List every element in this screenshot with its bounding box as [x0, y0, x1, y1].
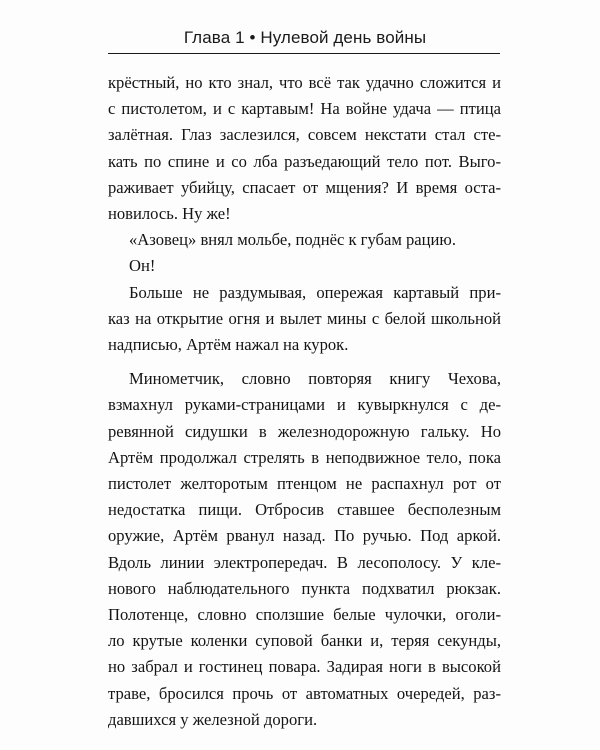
text-line: траве, бросился прочь от автоматных очередей, раз-	[108, 683, 501, 703]
text-line: Минометчик, словно повторяя книгу Чехова,	[129, 369, 501, 389]
text-line: Полотенце, словно сползшие белые чулочки, оголи-	[108, 605, 501, 625]
text-line: оружие, Артём рванул назад. По ручью. Под аркой.	[108, 526, 501, 546]
body-text	[108, 70, 501, 733]
text-line: Больше не раздумывая, опережая картавый при-	[129, 282, 501, 302]
text-line: новилось. Ну же!	[108, 204, 231, 224]
text-line: взмахнул руками-страницами и кувыркнулся с де-	[108, 395, 501, 415]
paragraph-gap	[108, 358, 501, 366]
text-line: Вдоль линии электропередач. В лесополосу. У кле-	[108, 552, 501, 572]
text-line: пистолет желторотым птенцом не распахнул рот от	[108, 474, 501, 494]
text-line: «Азовец» внял мольбе, поднёс к губам рацию.	[129, 230, 456, 250]
text-line: ло крутые коленки суповой банки и, теряя секунды,	[108, 631, 501, 651]
text-line: раживает убийцу, спасает от мщения? И время оста-	[108, 177, 501, 197]
header-rule	[108, 53, 500, 54]
text-line: крёстный, но кто знал, что всё так удачно сложится и	[108, 73, 501, 92]
text-line: Он!	[129, 256, 156, 276]
text-line: давшихся у железной дороги.	[108, 709, 318, 729]
text-line: надписью, Артём нажал на курок.	[108, 335, 349, 355]
chapter-running-head: Глава 1 • Нулевой день войны	[183, 28, 427, 47]
text-line: кать по спине и со лба разъедающий тело пот. Выго-	[108, 151, 501, 171]
text-line: залётная. Глаз заслезился, совсем некстати стал сте-	[108, 125, 501, 145]
text-line: Артём продолжал стрелять в неподвижное тело, пока	[108, 447, 501, 467]
text-line: но забрал и гостинец повара. Задирая ноги в высокой	[108, 657, 501, 677]
text-line: ревянной сидушки в железнодорожную гальку. Но	[108, 421, 501, 441]
text-line: каз на открытие огня и вылет мины с белой школьной	[108, 308, 501, 328]
text-line: нового наблюдательного пункта подхватил рюкзак.	[108, 578, 501, 598]
text-line: с пистолетом, и с картавым! На войне удача — птица	[108, 99, 501, 119]
text-line: недостатка пищи. Отбросив ставшее бесполезным	[108, 500, 501, 520]
